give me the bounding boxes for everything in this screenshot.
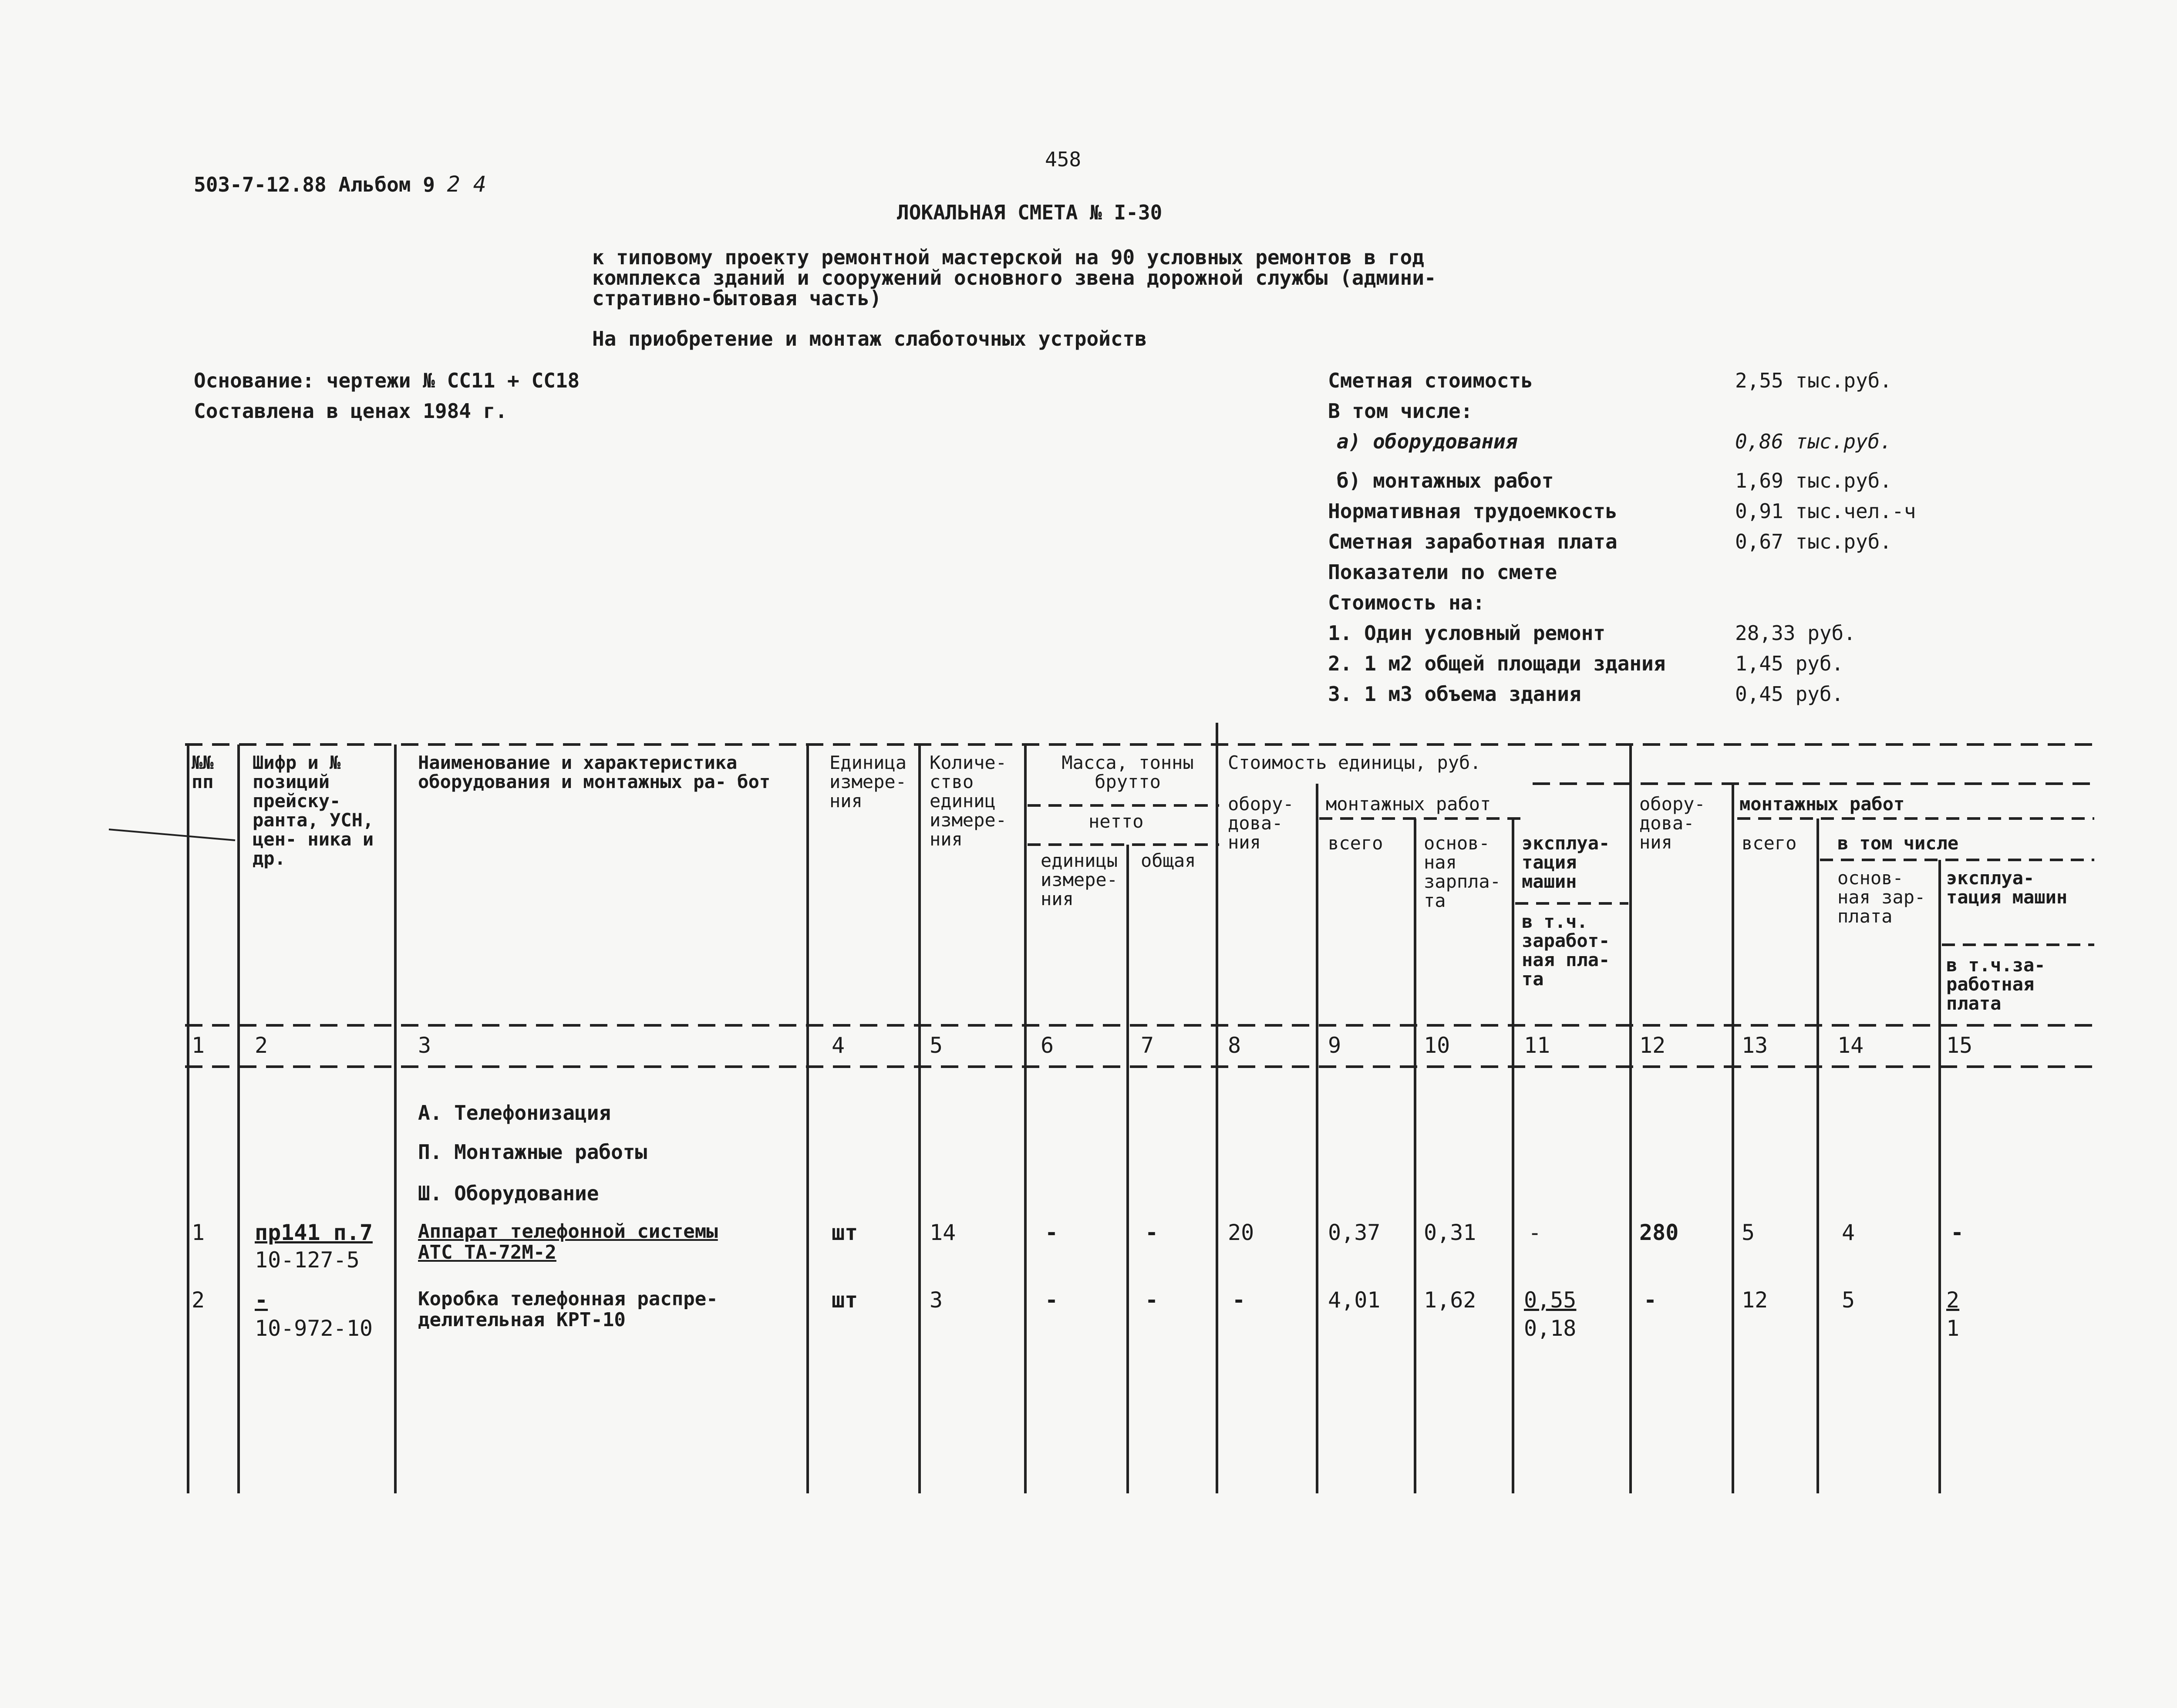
summary-value: 0,91 тыс.чел.-ч [1735,499,1916,523]
row-name: Аппарат телефонной системы АТС ТА-72М-2 [418,1220,718,1263]
header-install-all: всего [1742,832,1797,854]
row-machines-total: 2 [1946,1287,1960,1313]
row-code-primary: - [255,1287,268,1313]
col-number: 5 [930,1033,943,1058]
summary-value: 0,67 тыс.руб. [1735,530,1892,553]
header-quantity: Количе- ство единиц измере- ния [930,752,1007,850]
row-machines: - [1528,1220,1542,1245]
header-name: Наименование и характеристика оборудования и монтажных ра- бот [418,752,771,793]
col-number: 15 [1946,1033,1973,1058]
header-mass-total: общая [1141,850,1196,871]
row-code-secondary: 10-972-10 [255,1316,373,1341]
header-base-wage-total: основ- ная зар- плата [1837,867,1926,927]
summary-label: В том числе: [1328,399,1473,423]
row-unit: шт [832,1287,858,1313]
header-machines-wage: в т.ч. заработ- ная пла- та [1522,911,1610,990]
row-equipment-total: 280 [1639,1220,1679,1245]
section-heading: А. Телефонизация [418,1101,611,1125]
row-base-wage: 0,31 [1424,1220,1476,1245]
header-machines: эксплуа- тация машин [1522,832,1610,893]
row-code-secondary: 10-127-5 [255,1247,360,1273]
row-code-primary: пр141 п.7 [255,1220,373,1245]
row-mass-total: - [1145,1287,1159,1313]
row-install-total: 0,37 [1328,1220,1381,1245]
row-equipment-cost: 20 [1228,1220,1254,1245]
col-number: 7 [1141,1033,1154,1058]
row-mass-unit: - [1045,1287,1058,1313]
subtitle-line: стративно-бытовая часть) [592,286,882,310]
col-number: 10 [1424,1033,1450,1058]
header-machines-wage-total: в т.ч.за- работная плата [1946,954,2046,1014]
col-number: 1 [192,1033,205,1058]
row-base-wage: 1,62 [1424,1287,1476,1313]
summary-label: Сметная заработная плата [1328,530,1618,553]
row-number: 1 [192,1220,205,1245]
summary-label: 3. 1 м3 объема здания [1328,682,1581,706]
col-number: 13 [1742,1033,1768,1058]
summary-label: 2. 1 м2 общей площади здания [1328,652,1666,675]
row-number: 2 [192,1287,205,1313]
header-unit-cost: Стоимость единицы, руб. [1228,752,1481,773]
col-number: 3 [418,1033,431,1058]
page-number: 458 [1045,148,1082,171]
header-unit: Единица измере- ния [829,752,907,812]
summary-label: Стоимость на: [1328,591,1485,614]
header-total: всего [1328,832,1383,854]
col-number: 14 [1837,1033,1864,1058]
col-number: 8 [1228,1033,1241,1058]
purpose-line: На приобретение и монтаж слаботочных устройств [592,327,1147,350]
basis-line: Основание: чертежи № СС11 + СС18 [194,369,580,392]
col-number: 4 [832,1033,845,1058]
row-base-wage-total: 4 [1842,1220,1855,1245]
row-mass-unit: - [1045,1220,1058,1245]
row-install-all: 12 [1742,1287,1768,1313]
summary-value: 1,45 руб. [1735,652,1844,675]
header-equipment: обору- дова- ния [1228,793,1294,853]
col-number: 9 [1328,1033,1341,1058]
subtitle-line: комплекса зданий и сооружений основного звена дорожной службы (админи- [592,266,1436,290]
header-machines-total: эксплуа- тация машин [1946,867,2068,908]
subtitle-line: к типовому проекту ремонтной мастерской на 90 условных ремонтов в год [592,246,1424,269]
summary-label: Нормативная трудоемкость [1328,499,1618,523]
summary-value: 0,45 руб. [1735,682,1844,706]
row-machines-wage-total: 1 [1946,1316,1960,1341]
col-number: 11 [1524,1033,1550,1058]
row-install-total: 4,01 [1328,1287,1381,1313]
row-equipment-cost: - [1232,1287,1246,1313]
row-mass-total: - [1145,1220,1159,1245]
row-machines-total: - [1951,1220,1964,1245]
summary-value: 28,33 руб. [1735,621,1856,645]
header-base-wage: основ- ная зарпла- та [1424,832,1501,912]
summary-label: б) монтажных работ [1337,469,1554,492]
header-mass: Масса, тонны брутто [1062,752,1194,793]
header-installation-total: монтажных работ [1739,793,1905,815]
header-equipment-total: обору- дова- ния [1639,793,1705,853]
row-unit: шт [832,1220,858,1245]
summary-label: Сметная стоимость [1328,369,1533,392]
summary-value: 1,69 тыс.руб. [1735,469,1892,492]
row-base-wage-total: 5 [1842,1287,1855,1313]
header-number: №№ пп [192,752,214,793]
row-equipment-total: - [1644,1287,1657,1313]
header-including: в том числе [1837,832,1959,854]
summary-label: а) оборудования [1337,430,1518,453]
row-quantity: 14 [930,1220,956,1245]
header-code: Шифр и № позиций прейску- ранта, УСН, цен- ника и др. [253,752,374,869]
album-mark: 2 4 [447,172,486,197]
summary-value: 0,86 тыс.руб. [1735,430,1892,453]
header-netto: нетто [1088,811,1144,832]
summary-label: Показатели по смете [1328,560,1557,584]
row-machines: 0,55 [1524,1287,1577,1313]
header-installation: монтажных работ [1326,793,1491,815]
col-number: 2 [255,1033,268,1058]
summary-value: 2,55 тыс.руб. [1735,369,1892,392]
col-number: 12 [1639,1033,1666,1058]
section-heading: Ш. Оборудование [418,1182,599,1205]
document-title: ЛОКАЛЬНАЯ СМЕТА № I-30 [897,201,1163,224]
row-quantity: 3 [930,1287,943,1313]
document-code-text: 503-7-12.88 Альбом 9 [194,173,435,196]
prices-line: Составлена в ценах 1984 г. [194,399,508,423]
row-name: Коробка телефонная распре- делительная КРТ-10 [418,1288,718,1331]
col-number: 6 [1041,1033,1054,1058]
section-heading: П. Монтажные работы [418,1140,647,1164]
summary-label: 1. Один условный ремонт [1328,621,1605,645]
row-install-all: 5 [1742,1220,1755,1245]
header-mass-unit: единицы измере- ния [1041,850,1118,910]
row-machines-wage: 0,18 [1524,1316,1577,1341]
